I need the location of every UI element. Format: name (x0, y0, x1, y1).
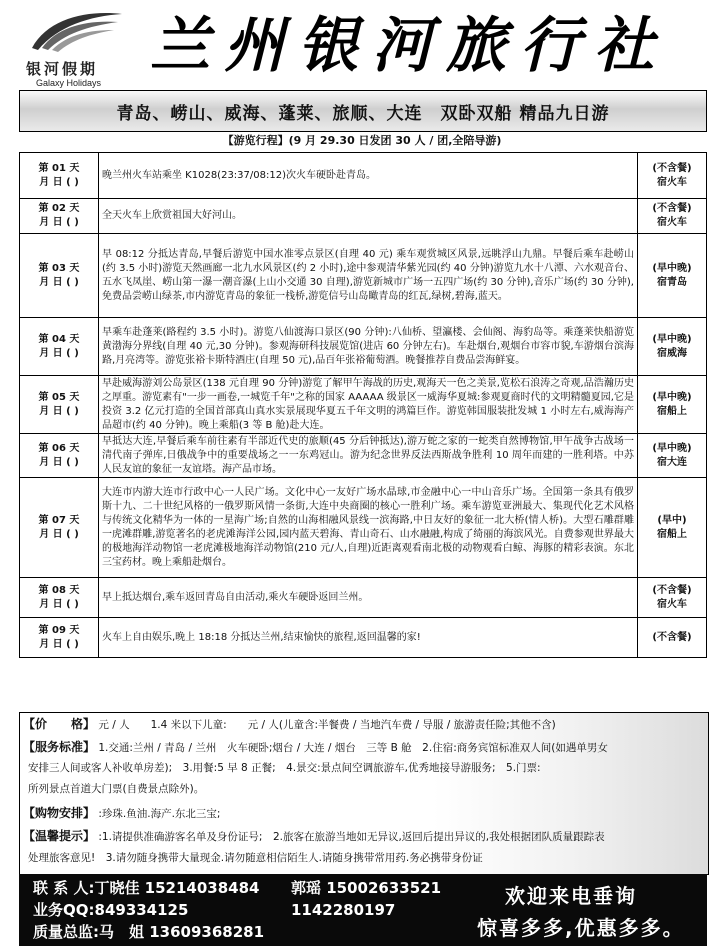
service-row-3 (28, 780, 702, 799)
lodging-info: 宿大连 (657, 456, 687, 468)
price-row (23, 715, 702, 735)
tour-title-banner (19, 90, 707, 132)
lodging-info: 宿威海 (657, 347, 687, 359)
business-qq: 业务QQ:849334125 (33, 901, 189, 919)
price-label: 【价 格】 (23, 717, 96, 731)
logo-english-name: Galaxy Holidays (36, 78, 102, 88)
lodging-info: 宿火车 (657, 598, 687, 610)
shopping-row (23, 804, 702, 824)
slogan-welcome: 欢迎来电垂询 (505, 884, 637, 908)
table-row (20, 578, 707, 618)
day-date: 月 日 ( ) (39, 456, 79, 468)
contact-person-2: 郭瑶 15002633521 (291, 879, 442, 897)
shopping-text: :珍珠.鱼油.海产.东北三宝; (98, 808, 221, 820)
contact-person: 联 系 人:丁晓佳 15214038484 (33, 879, 260, 897)
quality-director: 质量总监:马 姐 13609368281 (33, 923, 265, 941)
day-description: 全天火车上欣赏祖国大好河山。 (99, 199, 638, 234)
service-text: 1.交通:兰州 / 青岛 / 兰州 火车硬卧;烟台 / 大连 / 烟台 三等 B 舱 2.住宿:商务宾馆标准双人间(如遇单男女 (98, 742, 608, 754)
service-text: 所列景点首道大门票(自费景点除外)。 (28, 783, 205, 795)
lodging-info: 宿青岛 (657, 276, 687, 288)
day-cell (20, 234, 99, 318)
contact-footer (19, 874, 707, 946)
tips-row-2 (28, 849, 702, 868)
day-description: 火车上自由娱乐,晚上 18:18 分抵达兰州,结束愉快的旅程,返回温馨的家! (99, 618, 638, 658)
meal-cell (638, 318, 707, 376)
meal-cell (638, 234, 707, 318)
day-number: 第 09 天 (38, 624, 80, 636)
meal-cell (638, 153, 707, 199)
meal-info: (早中晚) (652, 391, 692, 403)
lodging-info: 宿火车 (657, 217, 687, 228)
tips-text: :1.请提供准确游客名单及身份证号; 2.旅客在旅游当地如无异议,返回后提出异议的,我处根据团队质量跟踪表 (98, 831, 605, 843)
meal-info: (早中晚) (652, 442, 692, 454)
day-description: 大连市内游大连市行政中心一人民广场。文化中心一友好广场水晶球,市金融中心一中山音乐广场。全国第一条具有俄罗斯十九、二十世纪风格的一俄罗斯风情一条街,大连中央商圈的核心一胜利广场。乘车游览亚洲最大、集现代化艺术风格与传统文化精华为一体的一星海广场;自然的山海相融风景线一滨海路,中日友好的象征一北大桥(情人桥)。大型石雕群雕一虎滩群雕,游览著名的老虎滩海洋公园,园内蓝天碧海、青山奇石、山水融融,构成了绮丽的海滨风光。自费参观世界最大的极地海洋动物馆一老虎滩极地海洋动物馆(210 元/人,自理)近距离观看南北极的动物观看白鲸、海豚的精彩表演。东北三宝药材。晚上乘船赴烟台。 (99, 478, 638, 578)
day-cell (20, 376, 99, 434)
day-number: 第 02 天 (38, 203, 80, 214)
tour-title: 青岛、崂山、威海、蓬莱、旅顺、大连 双卧双船 精品九日游 (116, 104, 610, 124)
service-row-2 (28, 759, 702, 778)
table-row (20, 234, 707, 318)
day-cell (20, 318, 99, 376)
price-text: 元 / 人 1.4 米以下儿童: 元 / 人(儿童含:半餐费 / 当地汽车费 / 导服 / 旅游责任险;其他不含) (98, 719, 556, 731)
table-row (20, 478, 707, 578)
tour-schedule-subtitle: 【游览行程】(9 月 29.30 日发团 30 人 / 团,全陪导游) (222, 134, 502, 147)
day-number: 第 03 天 (38, 262, 80, 274)
meal-info: (早中晚) (652, 262, 692, 274)
agency-name: 兰州银河旅行社 (150, 11, 668, 81)
day-description: 早赴威海游刘公岛景区(138 元自理 90 分钟)游览了解甲午海战的历史,观海天一色之美景,览松石浪涛之奇观,品浩瀚历史之厚重。游览素有"一步一画卷,一城览千年"之称的国家 AAAAA 级景区一威海华夏城:参观夏商时代的文明精髓夏园,它是投资 3.2 亿元打造的全国首部真山真水实景展现华夏五千年文明的鸿篇巨作。游览韩国服装批发城 1 小时左右,威海海产品超市(约 40 分钟)。晚上乘船(3 等 B 舱)赴大连。 (99, 376, 638, 434)
business-qq-2: 1142280197 (291, 901, 396, 919)
day-number: 第 08 天 (38, 584, 80, 596)
day-description: 早乘车赴蓬莱(路程约 3.5 小时)。游览八仙渡海口景区(90 分钟):八仙桥、望瀛楼、会仙阁、海豹岛等。乘蓬莱快船游览黄渤海分界线(自理 40 元,30 分钟)。参观海研科技展览馆(进店 60 分钟左右)。车赴烟台,观烟台市容市貌,车游烟台滨海路,月亮湾等。游览张裕卡斯特酒庄(自理 50 元),品百年张裕葡萄酒。晚餐推荐自费品尝海鲜宴。 (99, 318, 638, 376)
table-row (20, 199, 707, 234)
day-cell (20, 434, 99, 478)
service-row (23, 738, 702, 758)
day-date: 月 日 ( ) (39, 405, 79, 417)
shopping-label: 【购物安排】 (23, 806, 96, 820)
day-number: 第 04 天 (38, 333, 80, 345)
table-row (20, 434, 707, 478)
meal-cell (638, 376, 707, 434)
day-date: 月 日 ( ) (39, 598, 79, 610)
service-label: 【服务标准】 (23, 740, 96, 754)
tips-label: 【温馨提示】 (23, 829, 96, 843)
meal-cell (638, 478, 707, 578)
day-description: 早 08:12 分抵达青岛,早餐后游览中国水准零点景区(自理 40 元) 乘车观赏城区风景,远眺浮山九鼎。早餐后乘车赴崂山(约 3.5 小时)游览天然画廊一北九水风景区(约 2 小时),途中参观清华紫光园(约 40 分钟)游览九水十八潭、六水观音台、五水飞凤崖、崂山第一瀑一潮音瀑(上山小交通 30 自理),游览新城市广场一五四广场(约 30 分钟),音乐广场(约 30 分钟),免费品尝崂山绿茶,市内游览青岛的象征一栈桥,游览信号山岛瞰青岛的红瓦,绿树,碧海,蓝天。 (99, 234, 638, 318)
company-logo (8, 6, 128, 88)
logo-chinese-name: 银河假期 (26, 60, 99, 78)
tour-info-section (19, 712, 709, 875)
day-description: 早抵达大连,早餐后乘车前往素有半部近代史的旅顺(45 分后钟抵达),游万蛇之家的一蛇类自然博物馆,甲午战争古战场一清代南子弹库,日俄战争中的重要战场之一一东鸡冠山。游为纪念世界反法西斯战争胜利 10 周年而建的一胜利塔。中苏人民友谊的象征一友谊塔。海产品市场。 (99, 434, 638, 478)
meal-info: (早中晚) (652, 333, 692, 345)
table-row (20, 618, 707, 658)
meal-info: (不含餐) (652, 203, 692, 214)
day-cell (20, 578, 99, 618)
lodging-info: 宿船上 (657, 405, 687, 417)
galaxy-swirl-icon (28, 8, 124, 54)
meal-cell (638, 434, 707, 478)
table-row (20, 153, 707, 199)
itinerary-table (19, 152, 707, 658)
meal-info: (不含餐) (652, 584, 692, 596)
lodging-info: 宿火车 (657, 176, 687, 188)
day-date: 月 日 ( ) (39, 176, 79, 188)
day-date: 月 日 ( ) (39, 217, 79, 228)
meal-info: (不含餐) (652, 631, 692, 643)
meal-cell (638, 578, 707, 618)
meal-cell (638, 199, 707, 234)
day-date: 月 日 ( ) (39, 276, 79, 288)
meal-cell (638, 618, 707, 658)
day-description: 晚兰州火车站乘坐 K1028(23:37/08:12)次火车硬卧赴青岛。 (99, 153, 638, 199)
meal-info: (早中) (657, 514, 687, 526)
meal-info: (不含餐) (652, 162, 692, 174)
day-number: 第 07 天 (38, 514, 80, 526)
tips-text: 处理旅客意见! 3.请勿随身携带大量现金.请勿随意相信陌生人.请随身携带常用药.务必携带身份证 (28, 852, 483, 864)
day-number: 第 06 天 (38, 442, 80, 454)
slogan-offer: 惊喜多多,优惠多多。 (477, 916, 685, 940)
day-date: 月 日 ( ) (39, 638, 79, 650)
day-cell (20, 153, 99, 199)
day-description: 早上抵达烟台,乘车返回青岛自由活动,乘火车硬卧返回兰州。 (99, 578, 638, 618)
day-cell (20, 199, 99, 234)
table-row (20, 376, 707, 434)
table-row (20, 318, 707, 376)
day-cell (20, 478, 99, 578)
lodging-info: 宿船上 (657, 528, 687, 540)
day-date: 月 日 ( ) (39, 528, 79, 540)
day-date: 月 日 ( ) (39, 347, 79, 359)
day-cell (20, 618, 99, 658)
service-text: 安排三人间或客人补收单房差); 3.用餐:5 早 8 正餐; 4.景交:景点间空调旅游车,优秀地接导游服务; 5.门票: (28, 762, 541, 774)
day-number: 第 05 天 (38, 391, 80, 403)
day-number: 第 01 天 (38, 162, 80, 174)
tips-row (23, 827, 702, 847)
